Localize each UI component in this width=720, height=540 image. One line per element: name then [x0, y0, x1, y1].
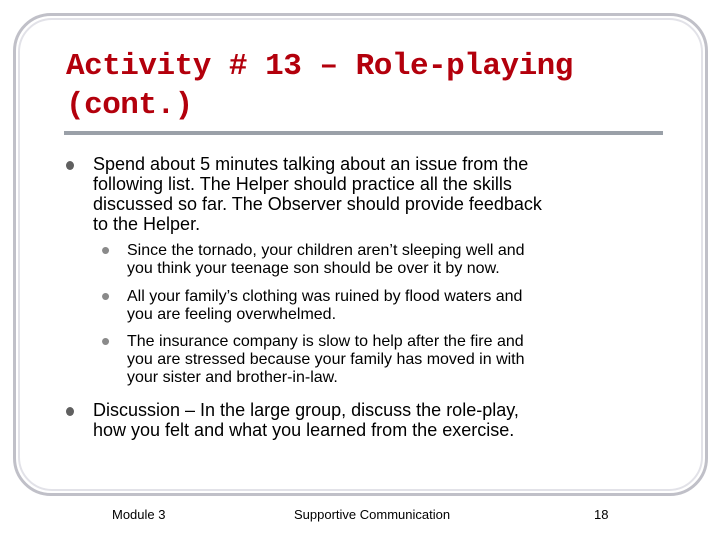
bullet-text-2 — [93, 400, 658, 440]
bullet-1-line-4: to the Helper. — [93, 214, 201, 234]
sub-bullet-1-line-2: you think your teenage son should be over it by now. — [127, 260, 500, 277]
sub-bullet-3-line-3: your sister and brother-in-law. — [127, 369, 338, 386]
bullet-1-line-3: discussed so far. The Observer should provide feedback — [93, 194, 542, 214]
sub-bullet-3-line-2: you are stressed because your family has moved in with — [127, 351, 525, 368]
bullet-2-line-2: how you felt and what you learned from the exercise. — [93, 420, 515, 440]
footer-title: Supportive Communication — [294, 507, 451, 522]
sub-bullet-text-2 — [127, 288, 657, 324]
slide-title-line-1: Activity # 13 – Role-playing — [66, 49, 573, 84]
bullet-1-line-2: following list. The Helper should practice all the skills — [93, 174, 512, 194]
footer-module-label: Module 3 — [112, 507, 166, 522]
sub-bullet-3-line-1: The insurance company is slow to help after the fire and — [127, 333, 524, 350]
sub-bullet-2-line-1: All your family’s clothing was ruined by flood waters and — [127, 288, 523, 305]
slide-title — [66, 47, 666, 125]
sub-bullet-dot-icon: • — [101, 235, 111, 265]
sub-bullet-1-line-1: Since the tornado, your children aren’t sleeping well and — [127, 242, 525, 259]
footer-page-number: 18 — [594, 507, 609, 522]
sub-bullet-text-1 — [127, 242, 657, 278]
title-underline — [64, 131, 663, 135]
bullet-2-line-1: Discussion – In the large group, discuss the role-play, — [93, 400, 519, 420]
sub-bullet-text-3 — [127, 333, 657, 387]
sub-bullet-dot-icon: • — [101, 326, 111, 356]
sub-bullet-dot-icon: • — [101, 281, 111, 311]
bullet-text-1 — [93, 154, 658, 234]
bullet-1-line-1: Spend about 5 minutes talking about an issue from the — [93, 154, 529, 174]
slide-title-line-2: (cont.) — [66, 88, 193, 123]
bullet-dot-icon — [66, 407, 74, 416]
sub-bullet-2-line-2: you are feeling overwhelmed. — [127, 306, 337, 323]
bullet-dot-icon — [66, 161, 74, 170]
